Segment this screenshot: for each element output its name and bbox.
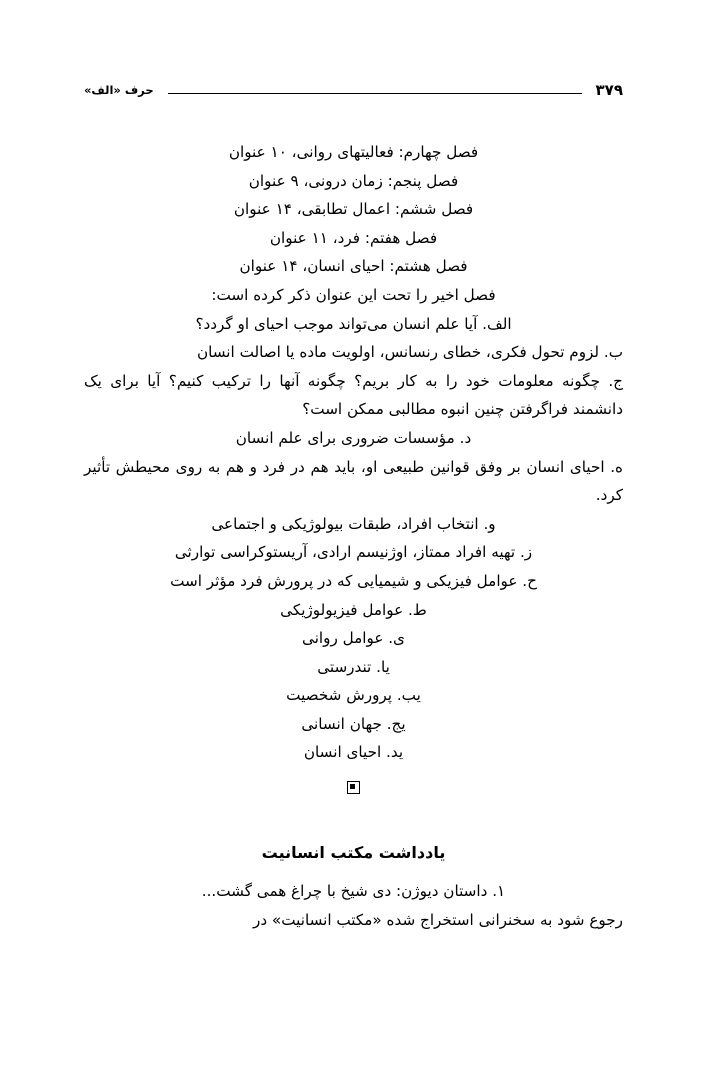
chapter-list — [84, 138, 623, 310]
chapter-list-item: فصل ششم: اعمال تطابقی، ۱۴ عنوان — [233, 200, 474, 219]
chapter-list-item: فصل هشتم: احیای انسان، ۱۴ عنوان — [239, 257, 468, 276]
note-line: ۱. داستان دیوژن: دی شیخ با چراغ همی گشت... — [201, 882, 506, 901]
list-item: ج. چگونه معلومات خود را به کار بریم؟ چگونه آنها را ترکیب کنیم؟ آیا برای یک دانشمند فراگرفتن چنین انبوه مطالبی ممکن است؟ — [84, 371, 623, 419]
section-heading: یادداشت مکتب انسانیت — [261, 843, 446, 863]
note-line: رجوع شود به سخنرانی استخراج شده «مکتب انسانیت» در — [253, 910, 623, 929]
chapter-list-intro: فصل اخیر را تحت این عنوان ذکر کرده است: — [211, 285, 496, 304]
lettered-items — [84, 310, 623, 768]
list-item: و. انتخاب افراد، طبقات بیولوژیکی و اجتماعی — [211, 514, 496, 533]
list-item: یب. پرورش شخصیت — [286, 686, 421, 705]
list-item: یج. جهان انسانی — [301, 714, 406, 733]
square-marker-icon — [347, 781, 360, 794]
page-header — [84, 78, 623, 104]
section-spacer — [84, 794, 623, 838]
list-item: ط. عوامل فیزیولوژیکی — [280, 600, 427, 619]
page-body — [84, 138, 623, 934]
list-item: د. مؤسسات ضروری برای علم انسان — [235, 428, 472, 447]
chapter-list-item: فصل پنجم: زمان درونی، ۹ عنوان — [248, 171, 459, 190]
list-item: یا. تندرستی — [317, 657, 390, 676]
chapter-list-item: فصل چهارم: فعالیتهای روانی، ۱۰ عنوان — [228, 143, 479, 161]
list-item: ز. تهیه افراد ممتاز، اوژنیسم ارادی، آریستوکراسی توارثی — [174, 543, 533, 562]
chapter-list-item: فصل هفتم: فرد، ۱۱ عنوان — [269, 228, 438, 247]
page-number: ۳۷۹ — [595, 81, 623, 99]
list-item: ح. عوامل فیزیکی و شیمیایی که در پرورش فرد مؤثر است — [170, 571, 537, 590]
running-head-title: حرف «الف» — [84, 83, 154, 97]
marker-row — [84, 781, 623, 794]
note-section — [84, 838, 623, 934]
list-item: الف. آیا علم انسان می‌تواند موجب احیای او گردد؟ — [195, 314, 512, 333]
list-item: ید. احیای انسان — [303, 743, 404, 762]
list-item: ه. احیای انسان بر وفق قوانین طبیعی او، باید هم در فرد و هم به روی محیطش تأثیر کرد. — [84, 457, 623, 505]
list-item: ی. عوامل روانی — [302, 629, 405, 648]
heading-spacer — [84, 868, 623, 877]
header-rule — [168, 93, 582, 94]
list-item: ب. لزوم تحول فکری، خطای رنسانس، اولویت ماده یا اصالت انسان — [196, 343, 623, 362]
